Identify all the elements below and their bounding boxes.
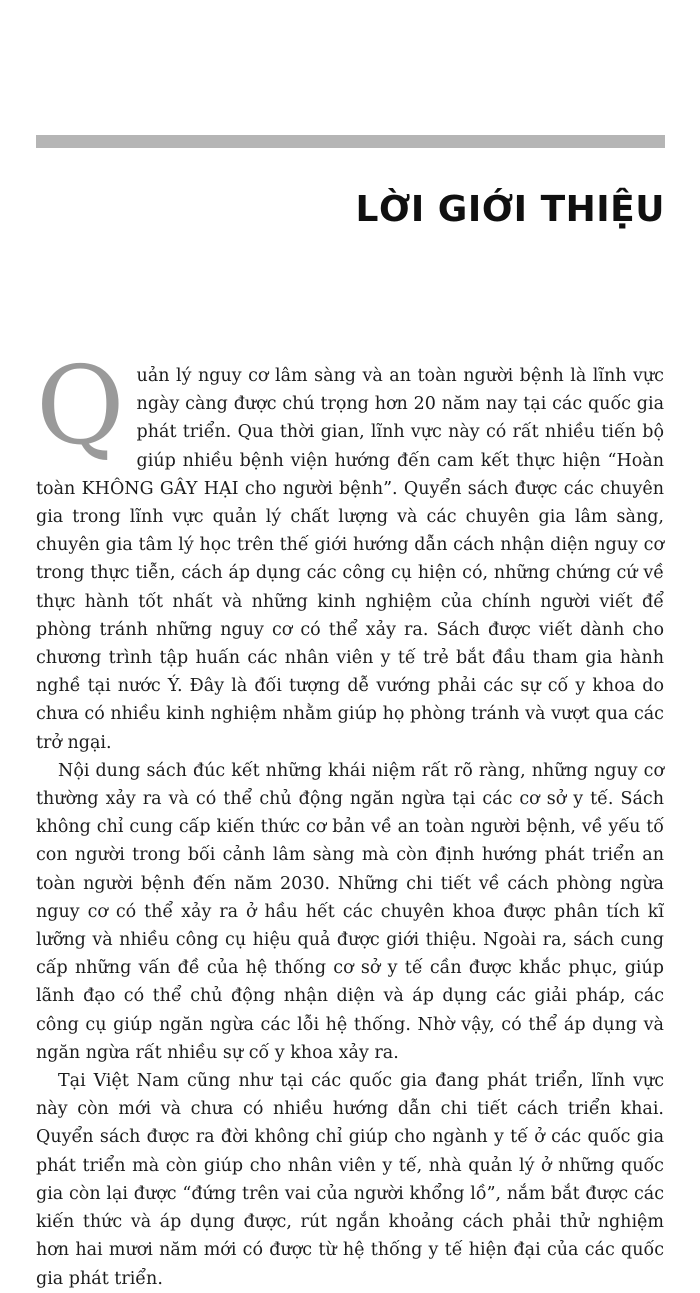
paragraph-1-text: uản lý nguy cơ lâm sàng và an toàn người bệnh là lĩnh vực ngày càng được chú trọng hơn 20 năm nay tại các quốc gia phát triển. Qua thời gian, lĩnh vực này có rất nhiều tiến bộ giúp nhiều bệnh viện hướng đến cam kết thực hiện “Hoàn toàn KHÔNG GÂY HẠI cho người bệnh”. Quyển sách được các chuyên gia trong lĩnh vực quản lý chất lượng và các chuyên gia lâm sàng, chuyên gia tâm lý học trên thế giới hướng dẫn cách nhận diện nguy cơ trong thực tiễn, cách áp dụng các công cụ hiện có, những chứng cứ về thực hành tốt nhất và những kinh nghiệm của chính người viết để phòng tránh những nguy cơ có thể xảy ra. Sách được viết dành cho chương trình tập huấn các nhân viên y tế trẻ bắt đầu tham gia hành nghề tại nước Ý. Đây là đối tượng dễ vướng phải các sự cố y khoa do chưa có nhiều kinh nghiệm nhằm giúp họ phòng tránh và vượt qua các trở ngại. [36, 366, 664, 753]
body-text [36, 344, 664, 1293]
paragraph-1 [36, 344, 664, 757]
paragraph-3: Tại Việt Nam cũng như tại các quốc gia đang phát triển, lĩnh vực này còn mới và chưa có nhiều hướng dẫn chi tiết cách triển khai. Quyển sách được ra đời không chỉ giúp cho ngành y tế ở các quốc gia phát triển mà còn giúp cho nhân viên y tế, nhà quản lý ở những quốc gia còn lại được “đứng trên vai của người khổng lồ”, nắm bắt được các kiến thức và áp dụng được, rút ngắn khoảng cách phải thử nghiệm hơn hai mươi năm mới có được từ hệ thống y tế hiện đại của các quốc gia phát triển. [36, 1071, 664, 1289]
drop-cap-letter: Q [36, 344, 125, 469]
title-divider-bar [36, 135, 665, 148]
paragraph-2: Nội dung sách đúc kết những khái niệm rất rõ ràng, những nguy cơ thường xảy ra và có thể chủ động ngăn ngừa tại các cơ sở y tế. Sách không chỉ cung cấp kiến thức cơ bản về an toàn người bệnh, về yếu tố con người trong bối cảnh lâm sàng mà còn định hướng phát triển an toàn người bệnh đến năm 2030. Những chi tiết về cách phòng ngừa nguy cơ có thể xảy ra ở hầu hết các chuyên khoa được phân tích kĩ lưỡng và nhiều công cụ hiệu quả được giới thiệu. Ngoài ra, sách cung cấp những vấn đề của hệ thống cơ sở y tế cần được khắc phục, giúp lãnh đạo có thể chủ động nhận diện và áp dụng các giải pháp, các công cụ giúp ngăn ngừa các lỗi hệ thống. Nhờ vậy, có thể áp dụng và ngăn ngừa rất nhiều sự cố y khoa xảy ra. [36, 760, 664, 1063]
page-title: LỜI GIỚI THIỆU [355, 189, 665, 231]
